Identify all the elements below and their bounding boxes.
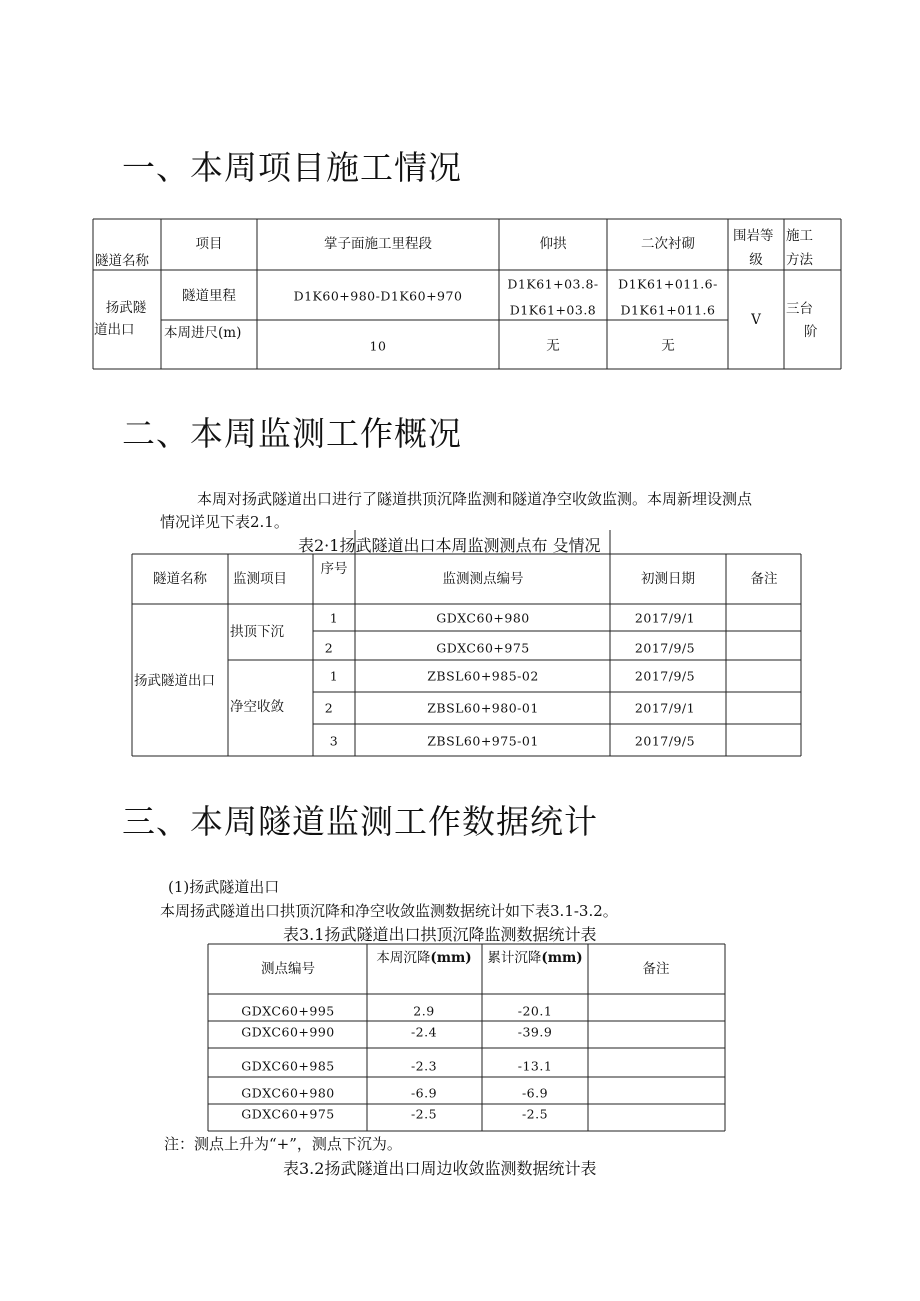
section-2-paragraph-line2: 情况详见下表2.1。 [160,513,289,531]
row-advance-face: 10 [369,338,387,354]
hdr-secondary-lining: 二次衬砌 [641,235,695,252]
method-value-2: 阶 [804,324,818,340]
t2-group-crown: 拱顶下沉 [230,624,284,640]
table-row-point: ZBSL60+985-02 [427,668,539,684]
t2-group-convergence: 净空收敛 [230,699,284,715]
t2-hdr-date: 初测日期 [641,570,695,587]
table-row-total: -6.9 [521,1085,549,1101]
t3-hdr-total: 累计沉降(mm) [487,949,583,966]
t2-tunnel-name: 扬武隧道出口 [134,673,215,689]
table-row-no: 3 [329,733,339,749]
t3-hdr-point: 测点编号 [261,960,315,977]
hdr-method: 施工 [786,228,813,244]
t3-hdr-week: 本周沉降(mm) [376,949,472,966]
section-3-intro: 本周扬武隧道出口拱顶沉降和净空收敛监测数据统计如下表3.1-3.2。 [160,902,618,920]
table-row-week: -2.3 [410,1058,438,1074]
hdr-face-section: 掌子面施工里程段 [324,235,432,252]
table-row-date: 2017/9/5 [634,640,696,656]
section-3-sub: (1)扬武隧道出口 [168,878,280,896]
table-row-no: 1 [329,668,339,684]
t2-hdr-point: 监测测点编号 [442,570,524,587]
row-mileage-invert-1: D1K61+03.8- [507,276,599,292]
table-row-no: 2 [324,700,334,716]
hdr-item: 项目 [195,235,223,252]
table-3-2-caption: 表3.2扬武隧道出口周边收敛监测数据统计表 [283,1159,597,1178]
section-2-paragraph-line1: 本周对扬武隧道出口进行了隧道拱顶沉降监测和隧道净空收敛监测。本周新埋设测点 [197,490,753,508]
table-3-1-caption: 表3.1扬武隧道出口拱顶沉降监测数据统计表 [283,925,597,944]
table-row-week: -6.9 [410,1085,438,1101]
rock-grade-value: V [751,311,761,328]
hdr-rock-grade: 围岩等 [733,228,774,244]
table-row-date: 2017/9/1 [634,700,696,716]
table-row-point: ZBSL60+980-01 [427,700,539,716]
hdr-rock-grade-2: 级 [749,251,763,268]
row-mileage-invert-2: D1K61+03.8 [509,302,597,318]
table-row-point: GDXC60+980 [436,610,530,626]
t2-hdr-item: 监测项目 [233,570,287,587]
table-row-date: 2017/9/5 [634,733,696,749]
t3-hdr-note: 备注 [642,960,670,977]
table-row-week: 2.9 [413,1003,435,1019]
row-mileage-lining-1: D1K61+011.6- [618,276,718,292]
table-row-point: GDXC60+980 [241,1085,335,1101]
table-row-total: -20.1 [517,1003,553,1019]
table-row-point: GDXC60+975 [436,640,530,656]
table-row-point: ZBSL60+975-01 [427,733,539,749]
row-advance-lining: 无 [661,337,675,354]
t2-hdr-tunnel: 隧道名称 [153,570,207,587]
tunnel-name-line1: 扬武隧 [105,299,147,316]
section-1-heading: 一、本周项目施工情况 [122,148,462,187]
table-row-date: 2017/9/5 [634,668,696,684]
table-row-week: -2.5 [410,1106,438,1122]
table-row-week: -2.4 [410,1024,438,1040]
t2-hdr-no: 序号 [320,560,348,577]
table-row-total: -2.5 [521,1106,549,1122]
row-mileage-lining-2: D1K61+011.6 [620,302,716,318]
table-row-point: GDXC60+990 [241,1024,335,1040]
table-2-1-caption: 表2·1扬武隧道出口本周监测测点布 殳情况 [298,536,601,555]
hdr-invert: 仰拱 [539,235,567,252]
row-advance-label: 本周进尺(m) [164,325,242,341]
method-value-1: 三台 [786,301,813,317]
table-row-total: -39.9 [517,1024,553,1040]
table-row-no: 1 [329,610,339,626]
table-row-point: GDXC60+995 [241,1003,335,1019]
table-row-point: GDXC60+975 [241,1106,335,1122]
row-advance-invert: 无 [546,337,560,354]
hdr-tunnel-name: 隧道名称 [95,253,149,269]
table-row-total: -13.1 [517,1058,553,1074]
table-row-no: 2 [324,640,334,656]
tunnel-name-line2: 道出口 [94,322,135,338]
hdr-method-2: 方法 [786,252,813,268]
table-3-1-note: 注：测点上升为“+”，测点下沉为。 [164,1135,402,1153]
table-row-point: GDXC60+985 [241,1058,335,1074]
row-mileage-label: 隧道里程 [182,287,236,304]
t2-hdr-note: 备注 [750,570,778,587]
section-3-heading: 三、本周隧道监测工作数据统计 [122,802,598,841]
section-2-heading: 二、本周监测工作概况 [122,414,462,453]
table-row-date: 2017/9/1 [634,610,696,626]
row-mileage-face: D1K60+980-D1K60+970 [293,288,463,304]
